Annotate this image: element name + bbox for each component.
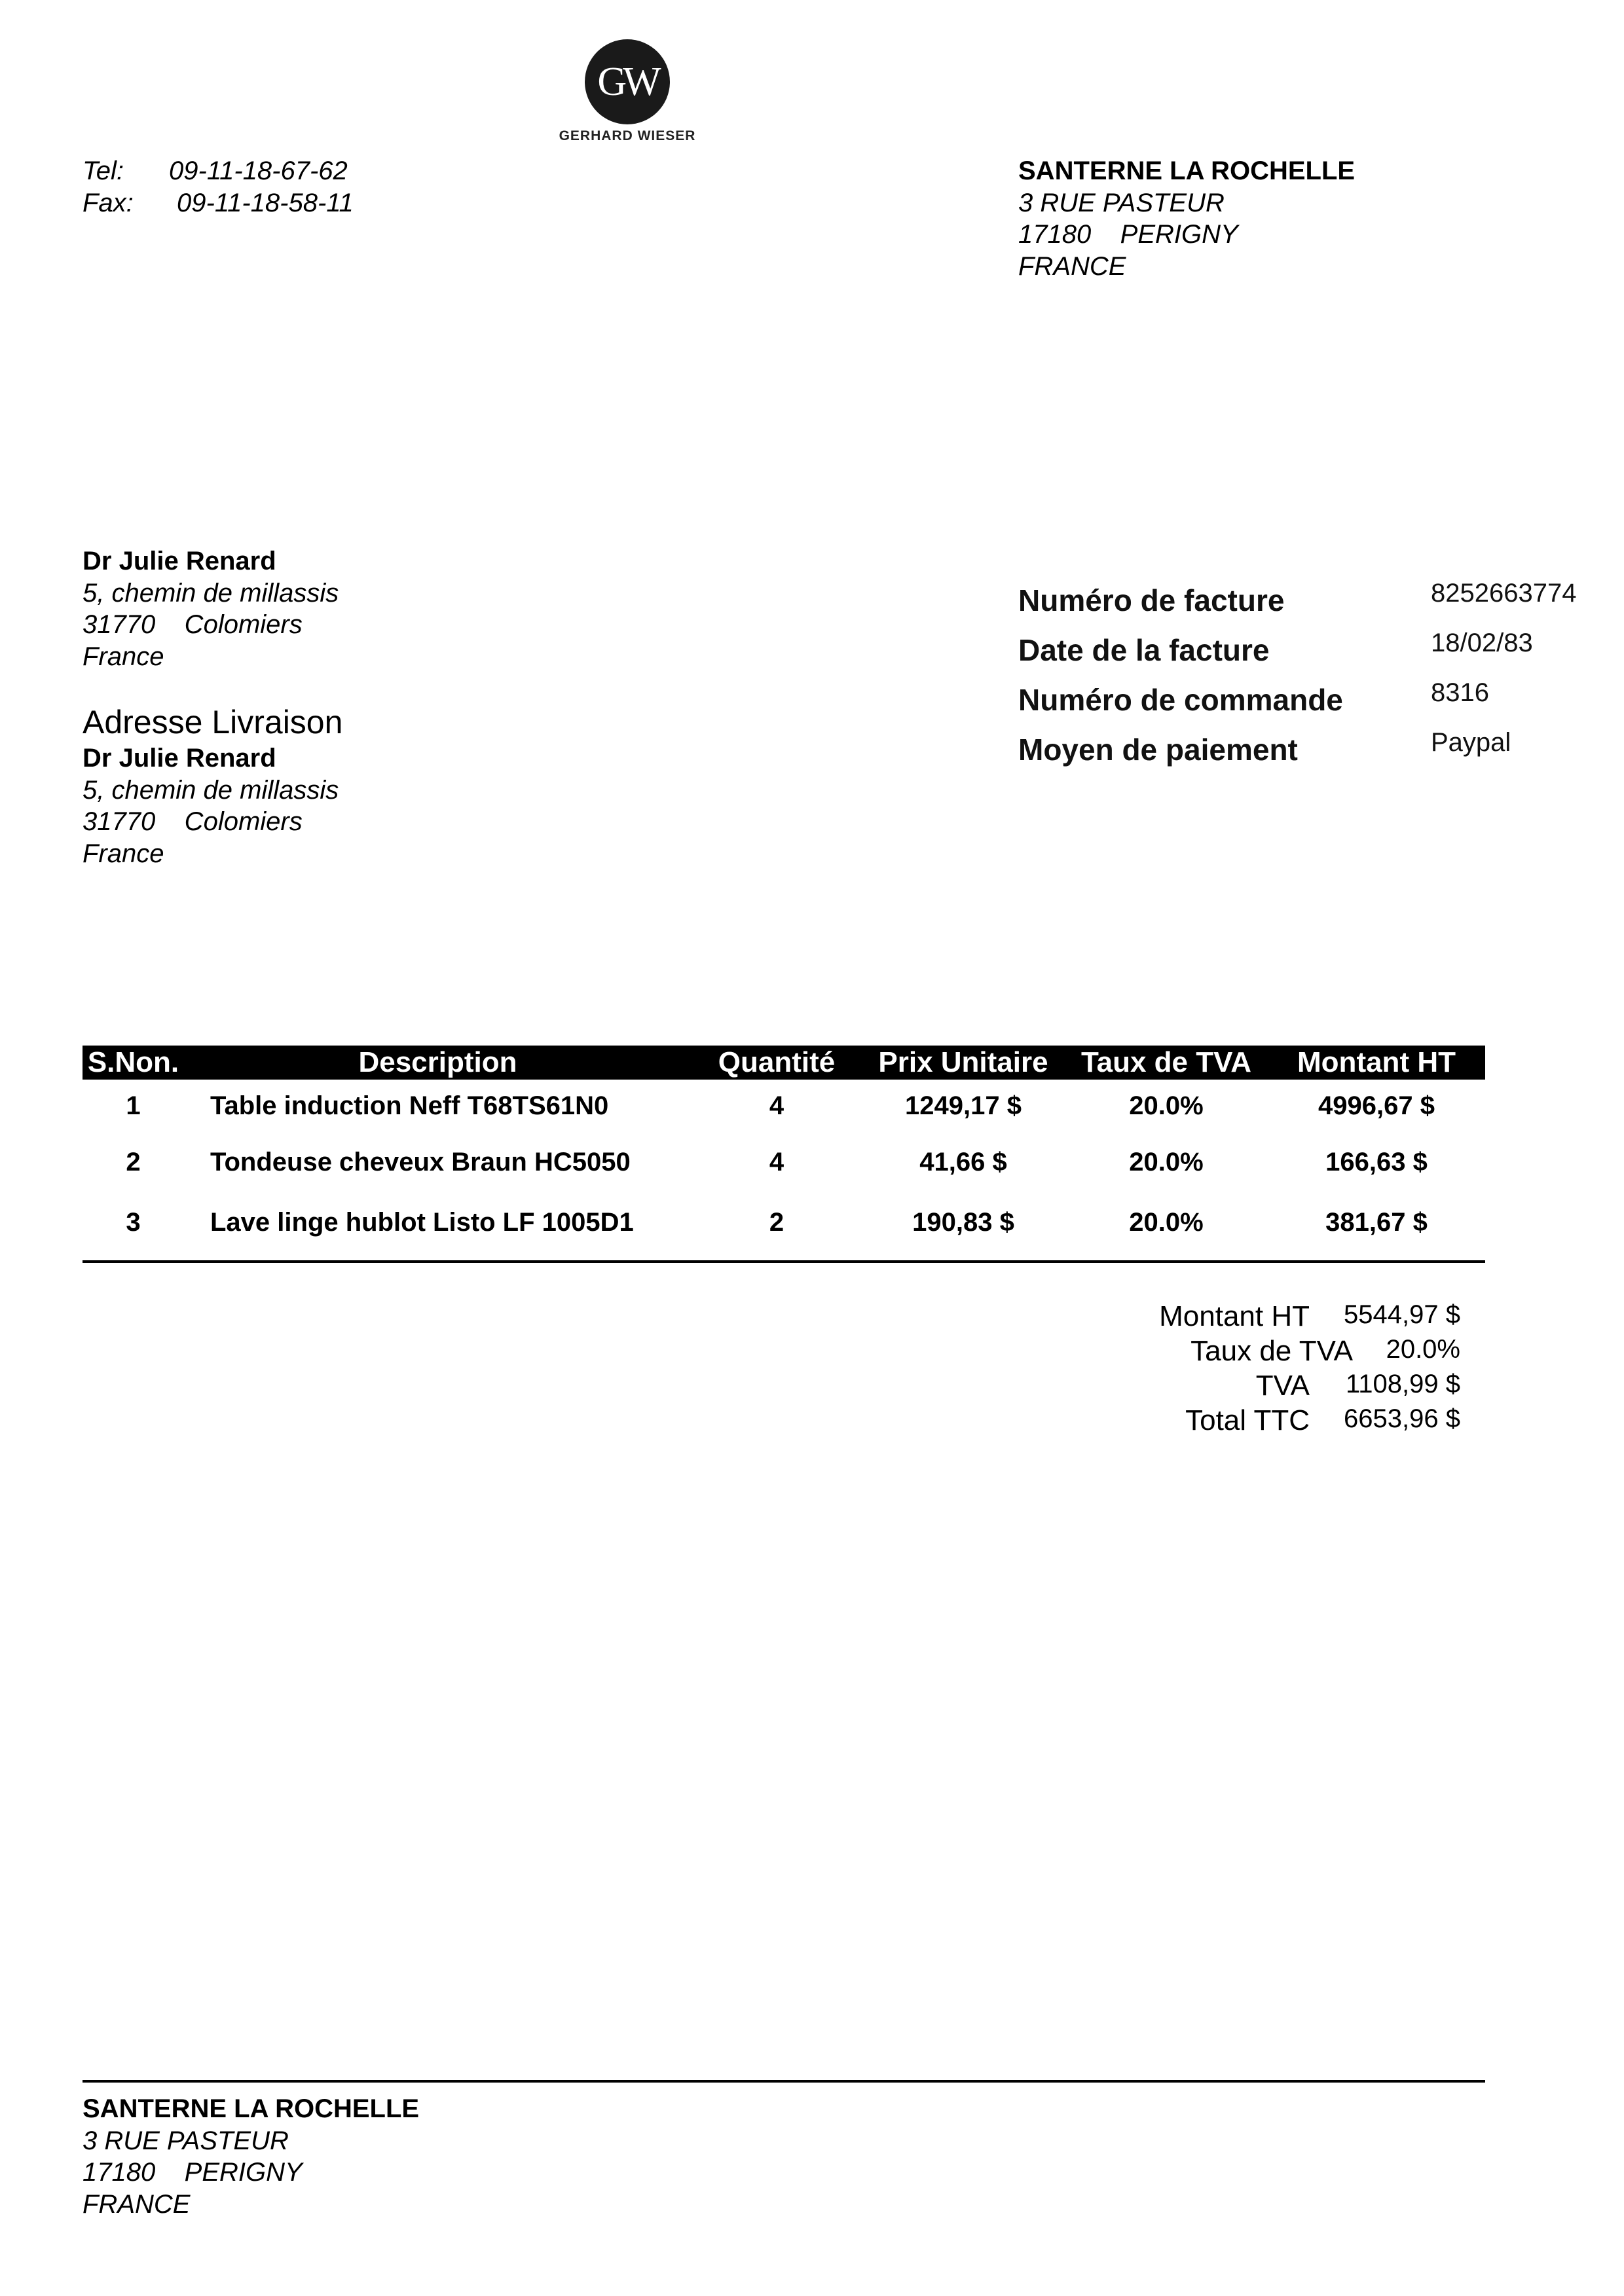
contact-block bbox=[83, 155, 354, 219]
cell-sn: 2 bbox=[126, 1147, 141, 1176]
billing-address bbox=[83, 545, 339, 672]
header-sn: S.Non. bbox=[83, 1046, 184, 1080]
logo-brand-name: GERHARD WIESER bbox=[559, 128, 696, 143]
cell-sn: 1 bbox=[126, 1091, 141, 1120]
total-value: 20.0% bbox=[1386, 1335, 1460, 1364]
totals-block bbox=[1048, 1300, 1460, 1439]
seller-address bbox=[1018, 155, 1355, 282]
header-description: Description bbox=[184, 1046, 692, 1080]
seller-country: FRANCE bbox=[1018, 251, 1126, 281]
meta-label: Moyen de paiement bbox=[1018, 733, 1298, 767]
cell-amount: 381,67 $ bbox=[1325, 1207, 1428, 1237]
cell-sn: 3 bbox=[126, 1207, 141, 1237]
footer-address bbox=[83, 2093, 419, 2220]
shipping-city: 31770 Colomiers bbox=[83, 807, 303, 836]
header-unit-price: Prix Unitaire bbox=[862, 1046, 1065, 1080]
table-row bbox=[83, 1080, 1485, 1132]
total-label: TVA bbox=[1255, 1370, 1310, 1402]
fax-value: 09-11-18-58-11 bbox=[177, 188, 354, 217]
shipping-address bbox=[83, 702, 342, 869]
shipping-street: 5, chemin de millassis bbox=[83, 775, 339, 805]
header-amount: Montant HT bbox=[1268, 1046, 1485, 1080]
meta-row-invoice-number bbox=[1018, 579, 1608, 632]
total-row-vat-rate bbox=[1048, 1335, 1460, 1370]
cell-unit-price: 1249,17 $ bbox=[905, 1091, 1022, 1120]
cell-unit-price: 41,66 $ bbox=[919, 1147, 1007, 1176]
table-bottom-rule bbox=[83, 1260, 1485, 1263]
total-row-net bbox=[1048, 1300, 1460, 1335]
seller-city: 17180 PERIGNY bbox=[1018, 220, 1238, 249]
total-value: 5544,97 $ bbox=[1344, 1300, 1460, 1329]
cell-description: Tondeuse cheveux Braun HC5050 bbox=[210, 1147, 631, 1176]
total-value: 6653,96 $ bbox=[1344, 1404, 1460, 1433]
meta-label: Numéro de facture bbox=[1018, 583, 1285, 617]
cell-vat-rate: 20.0% bbox=[1129, 1091, 1204, 1120]
shipping-name: Dr Julie Renard bbox=[83, 744, 276, 773]
tel-value: 09-11-18-67-62 bbox=[169, 156, 348, 185]
total-value: 1108,99 $ bbox=[1346, 1370, 1460, 1398]
footer-name: SANTERNE LA ROCHELLE bbox=[83, 2094, 420, 2123]
cell-vat-rate: 20.0% bbox=[1129, 1147, 1204, 1176]
cell-description: Lave linge hublot Listo LF 1005D1 bbox=[210, 1207, 634, 1237]
cell-quantity: 4 bbox=[769, 1147, 784, 1176]
line-items-table bbox=[83, 1046, 1485, 1252]
total-row-grand bbox=[1048, 1404, 1460, 1439]
cell-unit-price: 190,83 $ bbox=[912, 1207, 1014, 1237]
billing-city: 31770 Colomiers bbox=[83, 610, 303, 639]
meta-row-payment-method bbox=[1018, 728, 1608, 782]
shipping-title: Adresse Livraison bbox=[83, 704, 343, 740]
meta-value: 8252663774 bbox=[1431, 579, 1577, 608]
shipping-country: France bbox=[83, 839, 164, 868]
cell-quantity: 4 bbox=[769, 1091, 784, 1120]
footer-street: 3 RUE PASTEUR bbox=[83, 2126, 289, 2155]
header-quantity: Quantité bbox=[692, 1046, 862, 1080]
cell-quantity: 2 bbox=[769, 1207, 784, 1237]
total-row-vat bbox=[1048, 1370, 1460, 1404]
cell-amount: 4996,67 $ bbox=[1318, 1091, 1435, 1120]
total-label: Taux de TVA bbox=[1190, 1335, 1353, 1367]
meta-value: Paypal bbox=[1431, 728, 1511, 757]
table-header-row bbox=[83, 1046, 1485, 1080]
table-row bbox=[83, 1132, 1485, 1192]
billing-street: 5, chemin de millassis bbox=[83, 578, 339, 608]
company-logo bbox=[549, 39, 706, 144]
fax-row bbox=[83, 187, 354, 219]
billing-name: Dr Julie Renard bbox=[83, 547, 276, 575]
billing-country: France bbox=[83, 642, 164, 671]
footer-city: 17180 PERIGNY bbox=[83, 2158, 303, 2187]
meta-row-order-number bbox=[1018, 678, 1608, 732]
seller-name: SANTERNE LA ROCHELLE bbox=[1018, 156, 1356, 185]
cell-vat-rate: 20.0% bbox=[1129, 1207, 1204, 1237]
meta-value: 18/02/83 bbox=[1431, 629, 1533, 657]
meta-value: 8316 bbox=[1431, 678, 1489, 707]
meta-label: Numéro de commande bbox=[1018, 683, 1343, 717]
meta-row-invoice-date bbox=[1018, 629, 1608, 682]
tel-label: Tel: bbox=[83, 156, 124, 185]
footer-country: FRANCE bbox=[83, 2189, 191, 2219]
total-label: Total TTC bbox=[1185, 1404, 1310, 1436]
meta-label: Date de la facture bbox=[1018, 633, 1270, 667]
cell-description: Table induction Neff T68TS61N0 bbox=[210, 1091, 609, 1120]
footer-rule bbox=[83, 2080, 1485, 2083]
total-label: Montant HT bbox=[1159, 1300, 1310, 1332]
invoice-meta bbox=[1018, 579, 1608, 782]
cell-amount: 166,63 $ bbox=[1325, 1147, 1428, 1176]
seller-street: 3 RUE PASTEUR bbox=[1018, 188, 1225, 217]
fax-label: Fax: bbox=[83, 188, 134, 217]
tel-row bbox=[83, 155, 354, 187]
table-row bbox=[83, 1192, 1485, 1252]
logo-monogram: GW bbox=[585, 39, 670, 124]
header-vat-rate: Taux de TVA bbox=[1065, 1046, 1268, 1080]
